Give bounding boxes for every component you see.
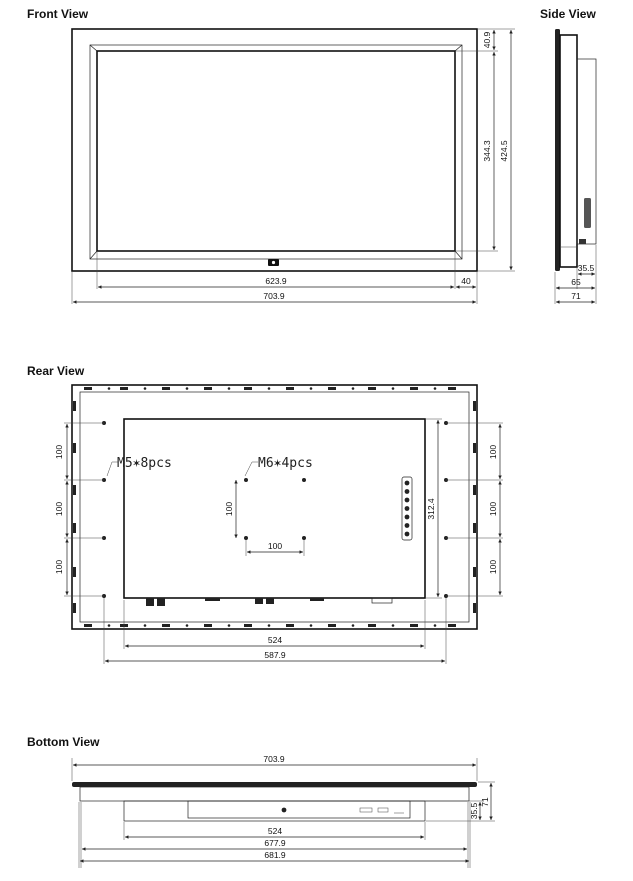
rear-edge-slot bbox=[84, 387, 92, 390]
io-port bbox=[405, 506, 410, 511]
rear-side-slot bbox=[73, 485, 76, 495]
rear-edge-dot bbox=[144, 624, 147, 627]
rear-side-slot bbox=[73, 567, 76, 577]
rear-edge-slot bbox=[84, 624, 92, 627]
rear-edge-slot bbox=[368, 624, 376, 627]
rear-edge-dot bbox=[108, 387, 111, 390]
rear-edge-dot bbox=[434, 387, 437, 390]
front-dim-top-margin: 40.9 bbox=[482, 31, 492, 49]
rear-side-slot bbox=[473, 443, 476, 453]
rear-side-slot bbox=[473, 567, 476, 577]
rear-dim-right-1: 100 bbox=[488, 444, 498, 460]
rear-edge-slot bbox=[162, 387, 170, 390]
rear-edge-slot bbox=[244, 624, 252, 627]
bottom-dim-355: 35.5 bbox=[469, 802, 479, 820]
rear-dim-right-2: 100 bbox=[488, 501, 498, 517]
bottom-dim-524: 524 bbox=[267, 826, 283, 836]
m6-screw-note: M6✶4pcs bbox=[258, 456, 313, 471]
rear-edge-dot bbox=[352, 624, 355, 627]
m6-hole bbox=[244, 536, 248, 540]
rear-edge-slot bbox=[328, 624, 336, 627]
rear-connector bbox=[146, 598, 154, 606]
io-port bbox=[405, 532, 410, 537]
rear-side-slot bbox=[473, 523, 476, 533]
rear-edge-slot bbox=[448, 624, 456, 627]
rear-edge-dot bbox=[434, 624, 437, 627]
rear-edge-dot bbox=[352, 387, 355, 390]
m6-hole bbox=[302, 536, 306, 540]
rear-mount-slots bbox=[73, 387, 476, 627]
rear-edge-slot bbox=[368, 387, 376, 390]
rear-edge-slot bbox=[204, 624, 212, 627]
rear-dim-left-2: 100 bbox=[54, 501, 64, 517]
rear-edge-slot bbox=[410, 387, 418, 390]
rear-dim-left-3: 100 bbox=[54, 559, 64, 575]
side-dim-b: 65 bbox=[571, 277, 581, 287]
rear-connector bbox=[266, 598, 274, 604]
rear-view-drawing bbox=[64, 385, 503, 664]
rear-connector bbox=[157, 598, 165, 606]
rear-edge-slot bbox=[244, 387, 252, 390]
front-dim-inner-width: 623.9 bbox=[265, 276, 287, 286]
bottom-view-title: Bottom View bbox=[27, 735, 100, 749]
side-dim-c: 71 bbox=[571, 291, 581, 301]
rear-mount-holes bbox=[102, 421, 448, 598]
front-bezel bbox=[90, 45, 462, 259]
rear-edge-dot bbox=[268, 387, 271, 390]
rear-edge-slot bbox=[448, 387, 456, 390]
bottom-dim-total-width: 703.9 bbox=[263, 754, 285, 764]
io-port bbox=[405, 481, 410, 486]
rear-connector bbox=[255, 598, 263, 604]
rear-dim-right-3: 100 bbox=[488, 559, 498, 575]
rear-side-slot bbox=[73, 603, 76, 613]
rear-dim-left-1: 100 bbox=[54, 444, 64, 460]
bottom-bezel bbox=[72, 782, 477, 787]
front-view-drawing bbox=[72, 29, 515, 304]
rear-dim-outer-width: 587.9 bbox=[264, 650, 286, 660]
front-dim-total-width: 703.9 bbox=[263, 291, 285, 301]
front-outer-frame bbox=[72, 29, 477, 271]
rear-dim-vesa-h: 100 bbox=[267, 541, 283, 551]
m5-screw-note: M5✶8pcs bbox=[117, 456, 172, 471]
rear-dim-vesa-v: 100 bbox=[224, 501, 234, 517]
io-port bbox=[405, 498, 410, 503]
rear-edge-dot bbox=[228, 624, 231, 627]
rear-edge-slot bbox=[328, 387, 336, 390]
rear-dim-inner-width: 524 bbox=[267, 635, 283, 645]
rear-side-slot bbox=[73, 523, 76, 533]
rear-edge-dot bbox=[144, 387, 147, 390]
front-screen bbox=[97, 51, 455, 251]
m6-hole bbox=[302, 478, 306, 482]
io-port bbox=[405, 523, 410, 528]
front-dim-inner-height: 344.3 bbox=[482, 140, 492, 162]
io-port bbox=[405, 489, 410, 494]
rear-side-slot bbox=[473, 401, 476, 411]
bottom-dim-71: 71 bbox=[480, 797, 490, 807]
front-view-title: Front View bbox=[27, 7, 89, 21]
rear-edge-dot bbox=[392, 387, 395, 390]
rear-edge-dot bbox=[310, 387, 313, 390]
rear-edge-slot bbox=[286, 624, 294, 627]
side-dim-a: 35.5 bbox=[577, 263, 595, 273]
bottom-dim-6819: 681.9 bbox=[264, 850, 286, 860]
side-view-title: Side View bbox=[540, 7, 596, 21]
rear-edge-dot bbox=[186, 387, 189, 390]
rear-edge-dot bbox=[228, 387, 231, 390]
rear-side-slot bbox=[473, 485, 476, 495]
rear-dim-height: 312.4 bbox=[426, 498, 436, 520]
io-port bbox=[405, 515, 410, 520]
rear-edge-dot bbox=[186, 624, 189, 627]
rear-edge-dot bbox=[268, 624, 271, 627]
rear-view-title: Rear View bbox=[27, 364, 85, 378]
rear-edge-slot bbox=[204, 387, 212, 390]
rear-edge-slot bbox=[162, 624, 170, 627]
rear-side-slot bbox=[73, 401, 76, 411]
rear-edge-dot bbox=[310, 624, 313, 627]
rear-edge-dot bbox=[392, 624, 395, 627]
front-dim-total-height: 424.5 bbox=[499, 140, 509, 162]
rear-outer-frame bbox=[72, 385, 477, 629]
rear-side-slot bbox=[73, 443, 76, 453]
rear-edge-slot bbox=[120, 387, 128, 390]
rear-side-slot bbox=[473, 603, 476, 613]
rear-housing bbox=[124, 419, 425, 598]
side-port bbox=[584, 198, 591, 228]
rear-edge-dot bbox=[108, 624, 111, 627]
front-dim-right-margin: 40 bbox=[461, 276, 471, 286]
bottom-frame bbox=[80, 787, 469, 801]
rear-edge-slot bbox=[286, 387, 294, 390]
m6-hole bbox=[244, 478, 248, 482]
bottom-dim-6779: 677.9 bbox=[264, 838, 286, 848]
rear-edge-slot bbox=[410, 624, 418, 627]
